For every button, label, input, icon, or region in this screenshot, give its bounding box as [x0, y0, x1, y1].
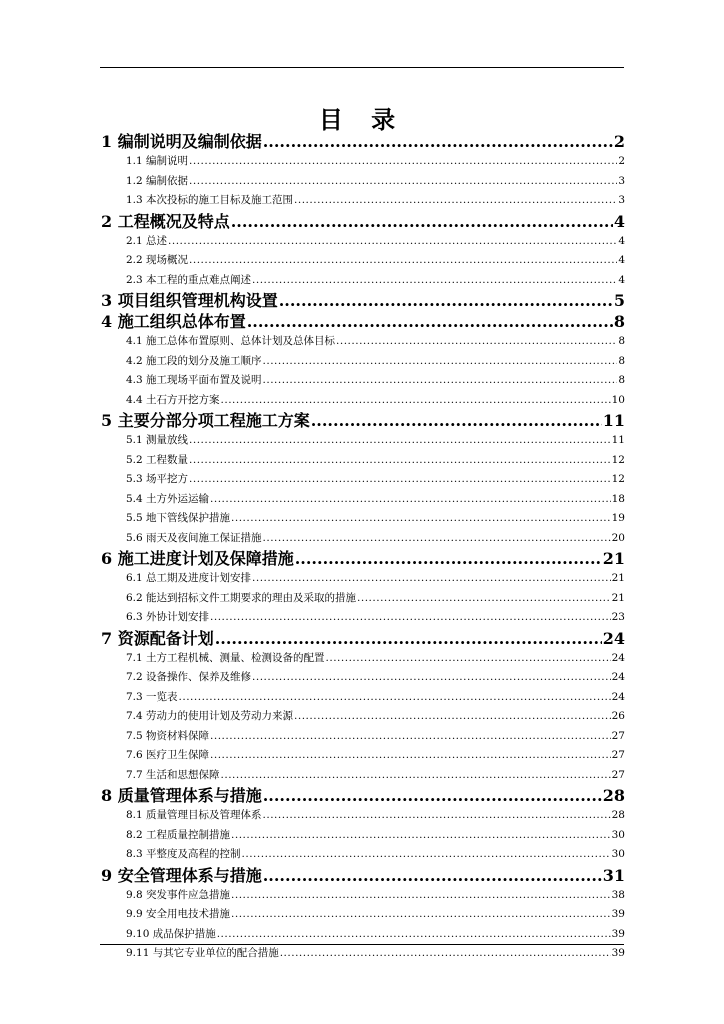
- toc-dot-leader: [252, 569, 611, 589]
- toc-dot-leader: [326, 649, 611, 669]
- toc-section-entry[interactable]: [101, 431, 625, 451]
- toc-page-number: 11: [611, 434, 625, 446]
- toc-page-number: 24: [602, 628, 625, 648]
- toc-section-entry[interactable]: [101, 529, 625, 549]
- toc-page-number: 4: [618, 273, 625, 286]
- toc-chapter-entry[interactable]: [101, 311, 625, 332]
- toc-dot-leader: [311, 410, 602, 431]
- toc-entry-title: 5 主要分部分项工程施工方案: [101, 411, 310, 430]
- toc-dot-leader: [280, 944, 611, 964]
- toc-page-number: 21: [611, 591, 625, 604]
- toc-page-number: 8: [613, 312, 625, 331]
- toc-dot-leader: [247, 311, 613, 332]
- toc-page-number: 39: [611, 947, 625, 959]
- toc-page-number: 27: [611, 729, 625, 742]
- toc-section-entry[interactable]: [101, 668, 625, 688]
- toc-page-number: 5: [613, 291, 625, 310]
- toc-entry-title: 8.2 工程质量控制措施: [126, 828, 231, 841]
- toc-entry-title: 5.6 雨天及夜间施工保证措施: [126, 531, 262, 544]
- toc-entry-title: 1.2 编制依据: [126, 174, 189, 187]
- toc-page-number: 3: [618, 194, 625, 206]
- toc-dot-leader: [231, 826, 611, 846]
- toc-entry-title: 2.2 现场概况: [126, 254, 189, 266]
- toc-entry-title: 4.1 施工总体布置原则、总体计划及总体目标: [126, 335, 336, 347]
- toc-page-number: 11: [602, 411, 625, 430]
- toc-section-entry[interactable]: [101, 688, 625, 708]
- toc-dot-leader: [294, 191, 617, 211]
- toc-section-entry[interactable]: [101, 845, 625, 865]
- toc-dot-leader: [231, 905, 611, 925]
- toc-dot-leader: [217, 925, 611, 945]
- toc-entry-title: 4 施工组织总体布置: [101, 312, 246, 331]
- toc-section-entry[interactable]: [101, 826, 625, 846]
- toc-chapter-entry[interactable]: [101, 785, 625, 806]
- toc-dot-leader: [168, 232, 617, 252]
- toc-dot-leader: [231, 886, 611, 906]
- toc-dot-leader: [263, 352, 618, 372]
- toc-dot-leader: [252, 668, 611, 688]
- toc-entry-title: 6.3 外协计划安排: [126, 611, 210, 623]
- toc-page-number: 30: [611, 848, 625, 860]
- toc-section-entry[interactable]: [101, 451, 625, 471]
- toc-dot-leader: [189, 470, 611, 490]
- toc-entry-title: 4.4 土石方开挖方案: [126, 393, 220, 406]
- toc-dot-leader: [242, 845, 611, 865]
- toc-dot-leader: [336, 332, 617, 352]
- footer-rule: [100, 944, 624, 945]
- toc-page-number: 39: [611, 927, 625, 940]
- toc-section-entry[interactable]: [101, 886, 625, 906]
- toc-page-number: 31: [602, 865, 625, 885]
- toc-dot-leader: [279, 290, 613, 311]
- toc-page-number: 4: [618, 254, 625, 266]
- toc-page-number: 8: [618, 374, 625, 386]
- toc-entry-title: 5.4 土方外运运输: [126, 492, 210, 505]
- toc-page-number: 12: [611, 453, 625, 466]
- toc-chapter-entry[interactable]: [101, 131, 625, 152]
- toc-entry-title: 2.3 本工程的重点难点阐述: [126, 273, 252, 286]
- toc-page-number: 2: [618, 155, 625, 167]
- toc-dot-leader: [263, 131, 613, 152]
- toc-section-entry[interactable]: [101, 766, 625, 786]
- toc-dot-leader: [263, 806, 611, 826]
- toc-page-number: 19: [611, 512, 625, 524]
- toc-chapter-entry[interactable]: [101, 865, 625, 886]
- toc-dot-leader: [210, 490, 611, 510]
- toc-section-entry[interactable]: [101, 569, 625, 589]
- toc-entry-title: 6 施工进度计划及保障措施: [101, 549, 294, 568]
- toc-section-entry[interactable]: [101, 391, 625, 411]
- toc-entry-title: 5.2 工程数量: [126, 453, 189, 466]
- toc-entry-title: 2 工程概况及特点: [101, 211, 230, 231]
- toc-entry-title: 7.5 物资材料保障: [126, 729, 210, 742]
- toc-dot-leader: [189, 152, 617, 172]
- toc-section-entry[interactable]: [101, 707, 625, 727]
- toc-dot-leader: [210, 746, 611, 766]
- toc-entry-title: 9 安全管理体系与措施: [101, 865, 262, 885]
- toc-page-number: 10: [611, 393, 625, 406]
- toc-section-entry[interactable]: [101, 191, 625, 211]
- toc-entry-title: 6.1 总工期及进度计划安排: [126, 572, 252, 584]
- toc-dot-leader: [189, 251, 617, 271]
- toc-page-number: 24: [611, 671, 625, 683]
- toc-entry-title: 5.1 测量放线: [126, 434, 189, 446]
- toc-entry-title: 4.3 施工现场平面布置及说明: [126, 374, 262, 386]
- toc-entry-title: 9.11 与其它专业单位的配合措施: [126, 947, 279, 959]
- toc-section-entry[interactable]: [101, 608, 625, 628]
- toc-section-entry[interactable]: [101, 352, 625, 372]
- toc-entry-title: 7.3 一览表: [126, 690, 178, 703]
- toc-dot-leader: [357, 589, 611, 609]
- toc-dot-leader: [294, 707, 611, 727]
- toc-page-number: 27: [611, 768, 625, 781]
- toc-chapter-entry[interactable]: [101, 410, 625, 431]
- toc-section-entry[interactable]: [101, 271, 625, 291]
- toc-section-entry[interactable]: [101, 806, 625, 826]
- toc-entry-title: 1.1 编制说明: [126, 155, 189, 167]
- toc-section-entry[interactable]: [101, 152, 625, 172]
- toc-section-entry[interactable]: [101, 172, 625, 192]
- toc-page-number: 21: [602, 549, 625, 568]
- toc-dot-leader: [189, 451, 611, 471]
- toc-entry-title: 8 质量管理体系与措施: [101, 786, 262, 805]
- toc-entry-title: 4.2 施工段的划分及施工顺序: [126, 354, 262, 367]
- toc-entry-title: 6.2 能达到招标文件工期要求的理由及采取的措施: [126, 591, 357, 604]
- toc-section-entry[interactable]: [101, 746, 625, 766]
- toc-entry-title: 1.3 本次投标的施工目标及施工范围: [126, 194, 294, 206]
- toc-page-number: 28: [611, 809, 625, 821]
- toc-section-entry[interactable]: [101, 490, 625, 510]
- toc-entry-title: 8.1 质量管理目标及管理体系: [126, 809, 262, 821]
- toc-section-entry[interactable]: [101, 925, 625, 945]
- toc-section-entry[interactable]: [101, 232, 625, 252]
- toc-section-entry[interactable]: [101, 251, 625, 271]
- toc-page-number: 12: [611, 473, 625, 485]
- toc-entry-title: 3 项目组织管理机构设置: [101, 291, 278, 310]
- toc-page-number: 4: [618, 234, 625, 247]
- toc-dot-leader: [252, 271, 617, 291]
- toc-entry-title: 9.10 成品保护措施: [126, 927, 216, 940]
- toc-dot-leader: [210, 608, 611, 628]
- toc-dot-leader: [231, 211, 613, 232]
- toc-dot-leader: [215, 628, 602, 649]
- toc-dot-leader: [189, 431, 611, 451]
- toc-section-entry[interactable]: [101, 727, 625, 747]
- toc-entry-title: 9.9 安全用电技术措施: [126, 908, 231, 920]
- toc-entry-title: 7.2 设备操作、保养及维修: [126, 671, 252, 683]
- toc-dot-leader: [231, 509, 611, 529]
- toc-chapter-entry[interactable]: [101, 290, 625, 311]
- toc-section-entry[interactable]: [101, 944, 625, 964]
- toc-page-number: 24: [611, 690, 625, 703]
- page-title: 目 录: [318, 105, 406, 134]
- toc-section-entry[interactable]: [101, 649, 625, 669]
- toc-entry-title: 1 编制说明及编制依据: [101, 132, 262, 151]
- toc-page-number: 2: [613, 132, 625, 151]
- toc-entry-title: 7.6 医疗卫生保障: [126, 749, 210, 761]
- toc-dot-leader: [295, 548, 602, 569]
- toc-page-number: 4: [613, 211, 625, 231]
- toc-page-number: 39: [611, 908, 625, 920]
- toc-section-entry[interactable]: [101, 371, 625, 391]
- toc-page-number: 30: [611, 828, 625, 841]
- toc-entry-title: 7.7 生活和思想保障: [126, 768, 220, 781]
- toc-page-number: 18: [611, 492, 625, 505]
- toc-dot-leader: [189, 172, 617, 192]
- toc-entry-title: 2.1 总述: [126, 234, 168, 247]
- toc-section-entry[interactable]: [101, 589, 625, 609]
- toc-entry-title: 7.4 劳动力的使用计划及劳动力来源: [126, 710, 294, 722]
- toc-dot-leader: [221, 766, 611, 786]
- toc-page-number: 38: [611, 888, 625, 901]
- table-of-contents: [101, 131, 625, 964]
- toc-chapter-entry[interactable]: [101, 211, 625, 232]
- toc-section-entry[interactable]: [101, 332, 625, 352]
- toc-section-entry[interactable]: [101, 509, 625, 529]
- toc-section-entry[interactable]: [101, 905, 625, 925]
- toc-dot-leader: [221, 391, 611, 411]
- toc-entry-title: 7.1 土方工程机械、测量、检测设备的配置: [126, 651, 325, 664]
- toc-page-number: 8: [618, 354, 625, 367]
- toc-dot-leader: [263, 529, 611, 549]
- toc-entry-title: 5.3 场平挖方: [126, 473, 189, 485]
- toc-chapter-entry[interactable]: [101, 628, 625, 649]
- toc-page-number: 8: [618, 335, 625, 347]
- toc-page-number: 28: [602, 786, 625, 805]
- toc-entry-title: 8.3 平整度及高程的控制: [126, 848, 241, 860]
- toc-entry-title: 7 资源配备计划: [101, 628, 214, 648]
- toc-dot-leader: [179, 688, 611, 708]
- toc-dot-leader: [263, 371, 618, 391]
- toc-entry-title: 5.5 地下管线保护措施: [126, 512, 231, 524]
- toc-page-number: 27: [611, 749, 625, 761]
- toc-dot-leader: [210, 727, 611, 747]
- toc-page-number: 24: [611, 651, 625, 664]
- toc-entry-title: 9.8 突发事件应急措施: [126, 888, 231, 901]
- header-rule: [100, 67, 624, 68]
- toc-dot-leader: [263, 785, 602, 806]
- toc-page-number: 23: [611, 611, 625, 623]
- toc-page-number: 26: [611, 710, 625, 722]
- toc-page-number: 3: [618, 174, 625, 187]
- toc-dot-leader: [263, 865, 602, 886]
- toc-page-number: 20: [611, 531, 625, 544]
- toc-chapter-entry[interactable]: [101, 548, 625, 569]
- toc-section-entry[interactable]: [101, 470, 625, 490]
- toc-page-number: 21: [611, 572, 625, 584]
